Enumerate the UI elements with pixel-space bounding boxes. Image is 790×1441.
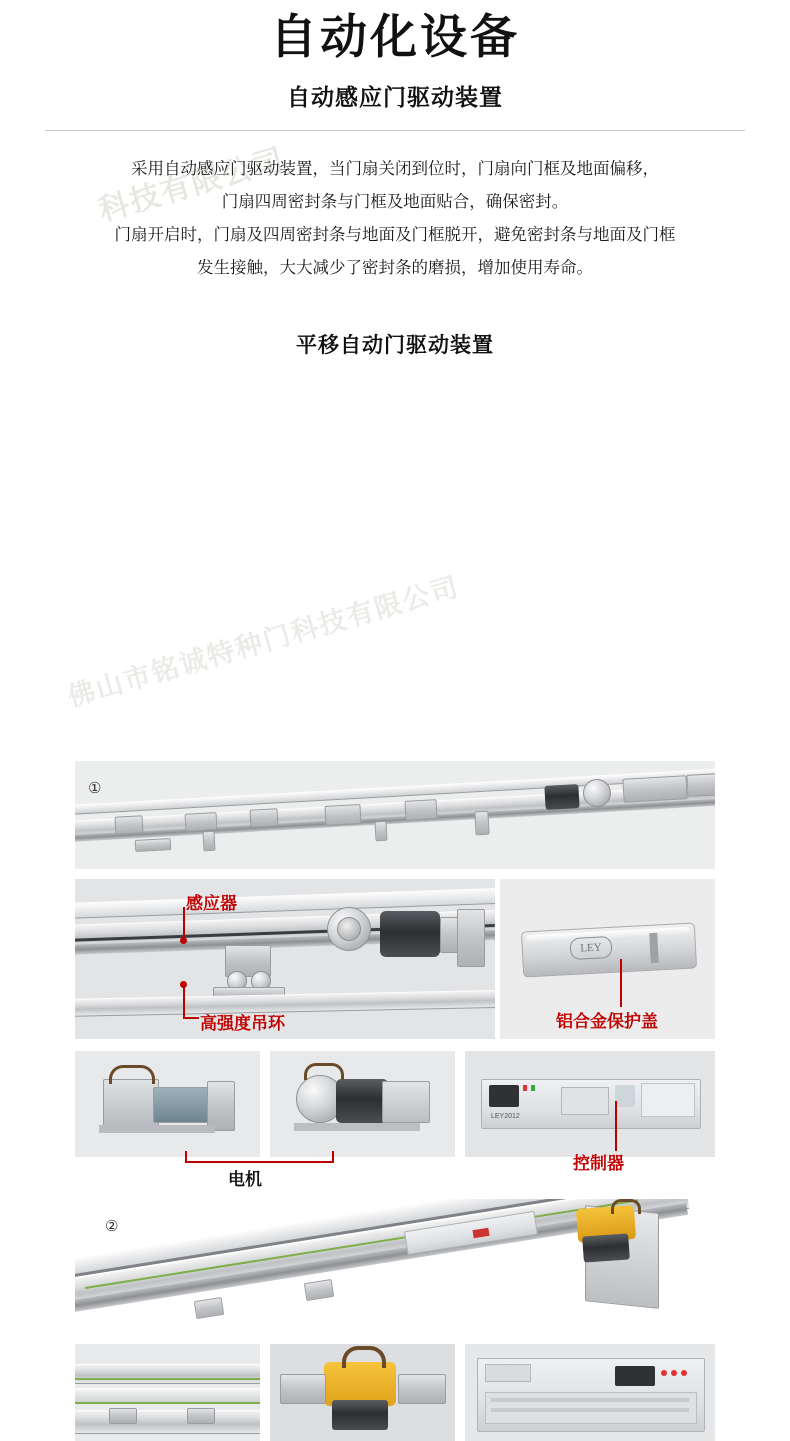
figure-assembly xyxy=(75,1199,715,1339)
callout-line-hanger-h xyxy=(183,1017,199,1019)
figure-detail-controller xyxy=(465,1344,715,1441)
callout-line-controller xyxy=(615,1101,617,1151)
figure-motor-1 xyxy=(75,1051,260,1157)
figure-full-rail xyxy=(75,761,715,869)
watermark-text-bottom: 佛山市铭诚特种门科技有限公司 xyxy=(64,571,463,713)
figure-rail-closeup xyxy=(75,879,495,1039)
callout-line-cover xyxy=(620,959,622,1007)
header-divider xyxy=(45,130,745,131)
description-line-1: 采用自动感应门驱动装置，当门扇关闭到位时，门扇向门框及地面偏移， xyxy=(131,159,659,178)
figure-number-1: ① xyxy=(88,779,102,797)
callout-label-controller: 控制器 xyxy=(573,1153,624,1173)
description-line-2: 门扇四周密封条与门框及地面贴合，确保密封。 xyxy=(221,192,569,211)
callout-label-hanger: 高强度吊环 xyxy=(200,1013,285,1033)
watermark-text-top: 科技有限公司 xyxy=(95,143,289,228)
section-heading: 平移自动门驱动装置 xyxy=(296,333,494,357)
callout-label-cover: 铝合金保护盖 xyxy=(556,1011,658,1031)
callout-label-motor: 电机 xyxy=(228,1169,262,1189)
page-subtitle: 自动感应门驱动装置 xyxy=(287,83,503,110)
callout-line-hanger-v xyxy=(183,987,185,1019)
callout-line-sensor xyxy=(183,907,185,940)
figure-motor-2 xyxy=(270,1051,455,1157)
figure-detail-rail xyxy=(75,1344,260,1441)
callout-bracket-motor xyxy=(185,1151,334,1163)
description-block xyxy=(40,153,750,285)
callout-dot-sensor xyxy=(180,937,187,944)
callout-label-sensor: 感应器 xyxy=(186,893,237,913)
figure-detail-motor xyxy=(270,1344,455,1441)
cover-logo: LEY xyxy=(569,936,612,960)
page-title: 自动化设备 xyxy=(270,10,520,63)
controller-model-text: LEY2012 xyxy=(491,1112,520,1120)
description-line-3: 门扇开启时，门扇及四周密封条与地面及门框脱开，避免密封条与地面及门框 xyxy=(114,225,676,244)
figure-number-2: ② xyxy=(105,1217,119,1235)
description-line-4: 发生接触，大大减少了密封条的磨损，增加使用寿命。 xyxy=(197,258,593,277)
figure-controller xyxy=(465,1051,715,1157)
